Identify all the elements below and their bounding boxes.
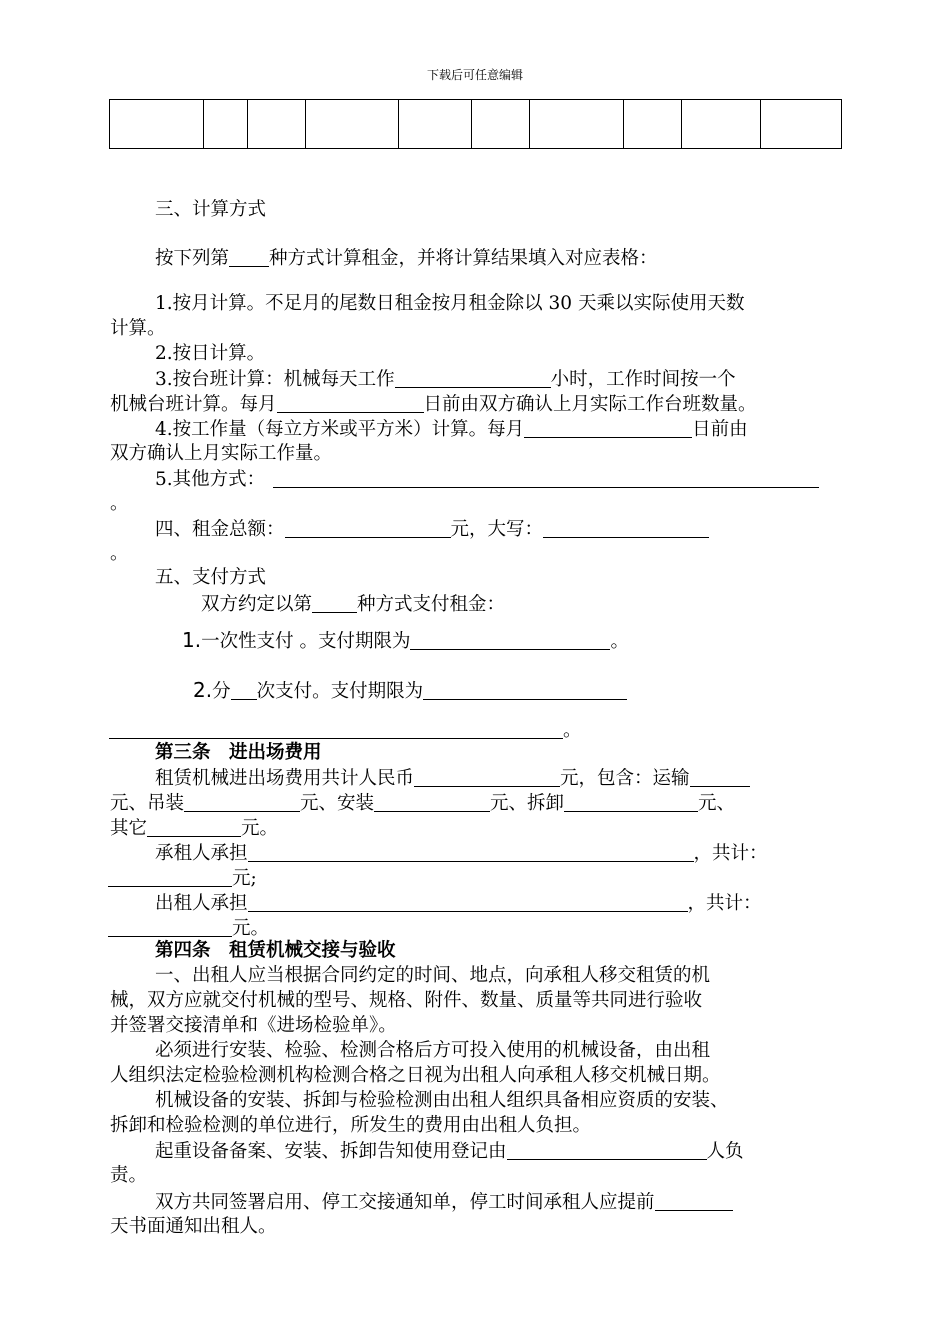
payment-item1 (182, 628, 629, 654)
entry-exit-fee-blank[interactable] (414, 766, 560, 787)
article4-p1-line3: 并签署交接清单和《进场检验单》。 (110, 1015, 397, 1036)
article3-line1 (155, 766, 750, 791)
table-cell (306, 100, 399, 149)
installment-deadline-blank[interactable] (423, 679, 627, 700)
item1-line-a: 1.按月计算。不足月的尾数日租金按月租金除以 30 天乘以实际使用天数 (155, 293, 745, 314)
article4-p5-line1 (155, 1190, 733, 1215)
article3-l6-text-a: 出租人承担 (155, 893, 248, 914)
hoisting-fee-blank[interactable] (184, 791, 300, 812)
article3-l1-text-b: 元，包含：运输 (560, 768, 690, 789)
other-fee-blank[interactable] (147, 816, 241, 837)
section3-intro-text-a: 按下列第 (155, 248, 230, 269)
item4-line-a (155, 417, 748, 442)
total-rent-blank[interactable] (285, 517, 451, 538)
article4-p1-line2: 械，双方应就交付机械的型号、规格、附件、数量、质量等共同进行验收 (110, 990, 703, 1011)
article3-l2-text-c: 元、拆卸 (490, 793, 565, 814)
installment-deadline-blank-2[interactable] (109, 718, 563, 739)
article3-line2 (110, 791, 735, 816)
article3-title: 第三条 进出场费用 (155, 742, 322, 763)
section5-intro-text-b: 种方式支付租金： (357, 594, 506, 615)
item4-text-a2: 日前由 (692, 419, 748, 440)
work-hours-blank[interactable] (395, 367, 551, 388)
section3-title: 三、计算方式 (155, 199, 267, 220)
article3-l2-text-d: 元、 (698, 793, 736, 814)
table-cell (472, 100, 530, 149)
article3-l3-text-a: 其它 (110, 818, 148, 839)
table-cell (682, 100, 761, 149)
registration-party-blank[interactable] (507, 1139, 707, 1160)
total-rent-words-blank[interactable] (543, 517, 709, 538)
workload-confirm-day-blank[interactable] (524, 417, 692, 438)
shift-confirm-day-blank[interactable] (277, 392, 424, 413)
article4-p4-line1 (155, 1139, 744, 1164)
item4-text-a1: 4.按工作量（每立方米或平方米）计算。每月 (155, 419, 525, 440)
article3-l5-text: 元; (232, 868, 257, 889)
payment-item2-text-b: 次支付。支付期限为 (256, 681, 424, 702)
item1-line-b: 计算。 (110, 318, 166, 339)
item5-text: 5.其他方式： (155, 469, 266, 490)
article4-p4-text-a: 起重设备备案、安装、拆卸告知使用登记由 (155, 1141, 507, 1162)
article4-p1-line1: 一、出租人应当根据合同约定的时间、地点，向承租人移交租赁的机 (155, 965, 711, 986)
installment-count-blank[interactable] (231, 679, 257, 700)
payment-item1-period: 。 (610, 631, 629, 652)
article4-p5-line2: 天书面通知出租人。 (110, 1216, 277, 1237)
article3-l2-text-b: 元、安装 (300, 793, 375, 814)
item5-period: 。 (110, 493, 129, 514)
section5-intro-text-a: 双方约定以第 (201, 594, 313, 615)
article4-p2-line2: 人组织法定检验检测机构检测合格之日视为出租人向承租人移交机械日期。 (110, 1065, 721, 1086)
item3-text-a1: 3.按台班计算：机械每天工作 (155, 369, 395, 390)
table-cell (530, 100, 624, 149)
article3-line7 (108, 916, 269, 941)
item2-line: 2.按日计算。 (155, 343, 266, 364)
lessee-total-blank[interactable] (108, 866, 232, 887)
item3-line-b (110, 392, 757, 417)
dismantling-fee-blank[interactable] (564, 791, 698, 812)
table-cell (624, 100, 682, 149)
lump-sum-deadline-blank[interactable] (410, 629, 610, 650)
article3-l4-text-b: ，共计： (693, 843, 768, 864)
payment-item1-number: 1. (182, 628, 202, 652)
table-cell (248, 100, 306, 149)
transport-fee-blank[interactable] (690, 766, 750, 787)
section4-line (155, 517, 709, 542)
payment-item2-text-a: 分 (212, 681, 231, 702)
lessor-total-blank[interactable] (108, 916, 232, 937)
article4-p3-line1: 机械设备的安装、拆卸与检验检测由出租人组织具备相应资质的安装、 (155, 1090, 729, 1111)
installation-fee-blank[interactable] (374, 791, 490, 812)
article3-l7-text: 元。 (232, 918, 270, 939)
article4-p5-text-a: 双方共同签署启用、停工交接通知单，停工时间承租人应提前 (155, 1192, 655, 1213)
item3-line-a (155, 367, 736, 392)
lessee-borne-blank[interactable] (248, 841, 694, 862)
article3-line5 (108, 866, 257, 891)
blank-table (109, 99, 842, 149)
item3-text-a2: 小时，工作时间按一个 (550, 369, 736, 390)
article3-line4 (155, 841, 768, 866)
article3-l4-text-a: 承租人承担 (155, 843, 248, 864)
payment-item2-end: 。 (563, 720, 582, 741)
table-row (110, 100, 842, 149)
table-cell (761, 100, 842, 149)
payment-item1-text: 一次性支付 。支付期限为 (201, 631, 411, 652)
notice-days-blank[interactable] (655, 1190, 733, 1211)
section4-text-a: 四、租金总额： (155, 519, 285, 540)
article3-l2-text-a: 元、吊装 (110, 793, 185, 814)
section3-intro-text-b: 种方式计算租金，并将计算结果填入对应表格： (269, 248, 658, 269)
item3-text-b1: 机械台班计算。每月 (110, 394, 277, 415)
article3-l1-text-a: 租赁机械进出场费用共计人民币 (155, 768, 415, 789)
table-cell (110, 100, 204, 149)
payment-item2-continued (109, 718, 582, 743)
payment-item2-number: 2. (193, 678, 213, 702)
table-cell (399, 100, 472, 149)
section5-title: 五、支付方式 (155, 567, 267, 588)
article4-title: 第四条 租赁机械交接与验收 (155, 940, 396, 961)
article3-l3-text-b: 元。 (241, 818, 279, 839)
article3-line6 (155, 891, 762, 916)
lessor-borne-blank[interactable] (248, 891, 688, 912)
method-number-blank[interactable] (229, 246, 269, 267)
table-cell (204, 100, 248, 149)
other-method-blank[interactable] (273, 467, 819, 488)
article3-line3 (110, 816, 278, 841)
article4-p4-text-b: 人负 (706, 1141, 744, 1162)
section4-text-b: 元，大写： (450, 519, 544, 540)
item5-line (155, 467, 819, 492)
article4-p3-line2: 拆卸和检验检测的单位进行，所发生的费用由出租人负担。 (110, 1115, 592, 1136)
article4-p4-line2: 责。 (110, 1165, 148, 1186)
article4-p2-line1: 必须进行安装、检验、检测合格后方可投入使用的机械设备，由出租 (155, 1040, 711, 1061)
item3-text-b2: 日前由双方确认上月实际工作台班数量。 (423, 394, 757, 415)
section3-intro (155, 246, 658, 271)
item4-line-b: 双方确认上月实际工作量。 (110, 443, 333, 464)
payment-item2 (193, 678, 627, 704)
section4-period: 。 (110, 543, 129, 564)
page-header: 下载后可任意编辑 (426, 68, 523, 82)
article3-l6-text-b: ，共计： (687, 893, 762, 914)
payment-method-blank[interactable] (312, 592, 357, 613)
section5-intro (201, 592, 505, 617)
